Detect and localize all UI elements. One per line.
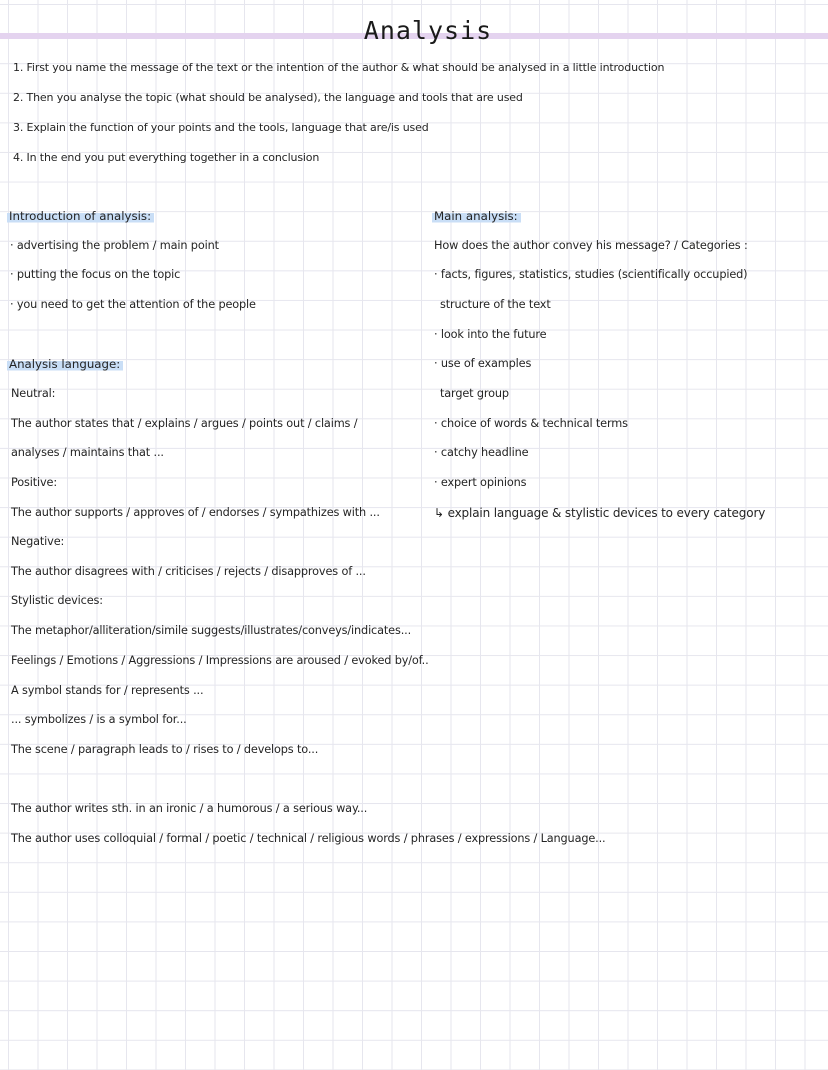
analysis-language-line: Neutral: [11,387,56,400]
analysis-language-line: The author supports / approves of / endorses / sympathizes with ... [11,506,380,519]
analysis-language-line: A symbol stands for / represents ... [11,684,204,697]
analysis-language-line: The metaphor/alliteration/simile suggests/illustrates/conveys/indicates... [11,624,412,637]
main-analysis-line: · look into the future [434,328,547,341]
step-item: 4. In the end you put everything together in a conclusion [13,151,320,164]
introduction-item: · you need to get the attention of the people [10,298,256,311]
introduction-item: · advertising the problem / main point [10,239,219,252]
analysis-language-line: The scene / paragraph leads to / rises to / develops to... [11,743,319,756]
main-analysis-line: · facts, figures, statistics, studies (scientifically occupied) [434,268,748,281]
step-item: 3. Explain the function of your points and the tools, language that are/is used [13,121,429,134]
analysis-language-line: The author states that / explains / argues / points out / claims / [11,417,358,430]
introduction-item: · putting the focus on the topic [10,268,181,281]
closing-line: The author writes sth. in an ironic / a humorous / a serious way... [11,802,368,815]
analysis-language-line: Stylistic devices: [11,594,103,607]
main-analysis-line: · use of examples [434,357,532,370]
analysis-language-line: ... symbolizes / is a symbol for... [11,713,187,726]
analysis-language-heading: Analysis language: [7,357,123,371]
analysis-language-line: Negative: [11,535,65,548]
main-analysis-line: How does the author convey his message? / Categories : [434,239,748,252]
analysis-language-line: Feelings / Emotions / Aggressions / Impressions are aroused / evoked by/of.. [11,654,429,667]
main-analysis-line: ↳ explain language & stylistic devices to every category [434,506,766,520]
main-analysis-heading: Main analysis: [432,209,521,223]
page-title: Analysis [363,16,493,45]
main-analysis-line: · expert opinions [434,476,527,489]
main-analysis-line: structure of the text [440,298,551,311]
main-analysis-line: target group [440,387,509,400]
analysis-language-line: Positive: [11,476,58,489]
introduction-heading: Introduction of analysis: [7,209,154,223]
analysis-language-line: analyses / maintains that ... [11,446,164,459]
closing-line: The author uses colloquial / formal / poetic / technical / religious words / phrases / expressions / Language... [11,832,606,845]
main-analysis-line: · catchy headline [434,446,529,459]
step-item: 1. First you name the message of the text or the intention of the author & what should be analysed in a little introduction [13,61,665,74]
main-analysis-line: · choice of words & technical terms [434,417,628,430]
analysis-language-line: The author disagrees with / criticises / rejects / disapproves of ... [11,565,366,578]
step-item: 2. Then you analyse the topic (what should be analysed), the language and tools that are used [13,91,523,104]
